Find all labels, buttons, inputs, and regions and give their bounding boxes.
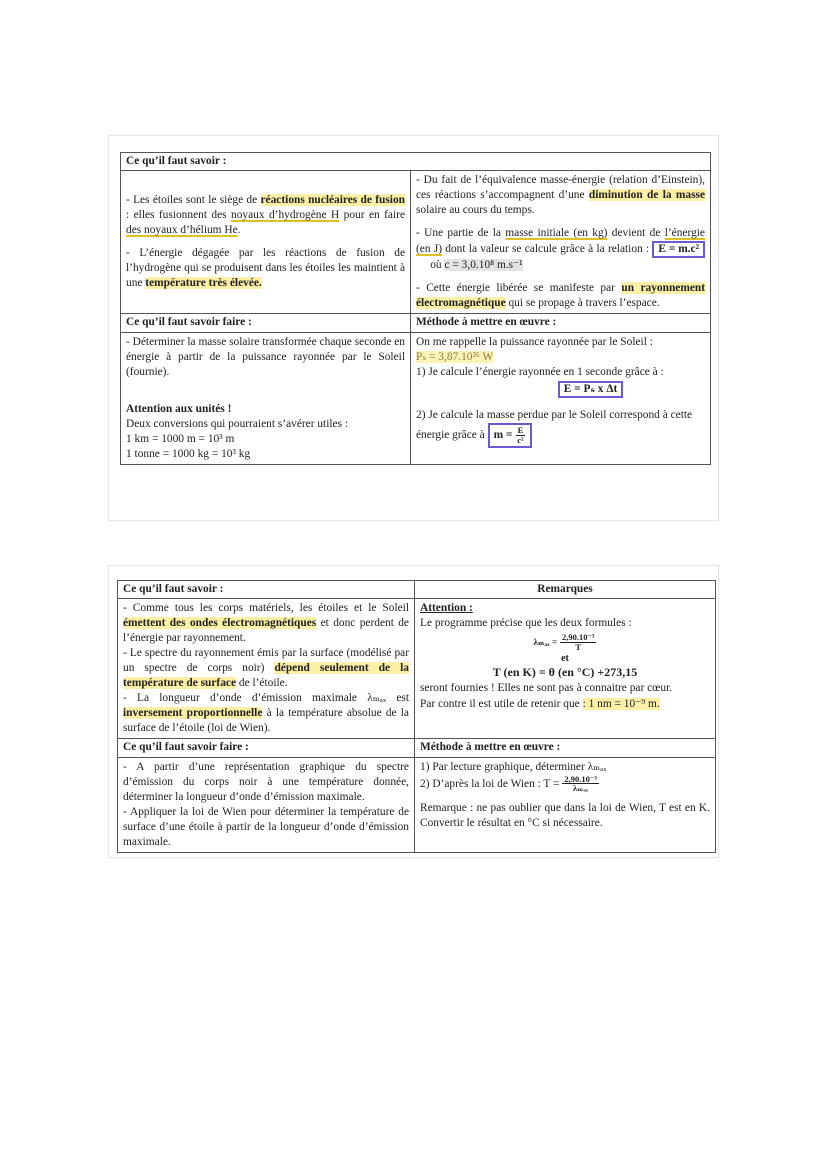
- formula-emc2: E = m.c²: [652, 241, 705, 258]
- card2-remarque: Remarque : ne pas oublier que dans la loi de Wien, T est en K. Convertir le résultat en °C si nécessaire.: [420, 802, 710, 830]
- card2-attention: Attention :: [420, 602, 473, 615]
- card2-left-p1: - Comme tous les corps matériels, les étoiles et le Soleil émettent des ondes électromagnétiques et donc perdent de l’énergie par rayonnement.: [123, 602, 409, 645]
- card1-left-p2: - L’énergie dégagée par les réactions de fusion de l’hydrogène qui se produisent dans les étoiles les maintient à une température très élevée.: [126, 247, 405, 290]
- card2-formulas-intro: Le programme précise que les deux formules :: [420, 617, 632, 630]
- highlight-fusion: réactions nucléaires de fusion: [260, 194, 405, 207]
- step1: 1) Je calcule l’énergie rayonnée en 1 seconde grâce à :: [416, 365, 664, 378]
- formula-energy: E = Pₛ x Δt: [558, 381, 624, 398]
- conv-km: 1 km = 1000 m = 10³ m: [126, 432, 235, 445]
- conv-intro: Deux conversions qui pourraient s’avérer utiles :: [126, 417, 349, 430]
- formula-mass: m = $\frac{E}{\text{c²}}$: [488, 423, 532, 448]
- card1-right2-cell: [411, 332, 711, 464]
- card2-right-cell: [415, 599, 716, 739]
- card2-header-savoir: Ce qu’il faut savoir :: [118, 581, 415, 599]
- card2-method1: 1) Par lecture graphique, déterminer λₘₐₓ: [420, 760, 607, 773]
- summary-card-1: [108, 135, 719, 521]
- card1-left-cell: [121, 171, 411, 314]
- sun-power: Pₛ = 3,87.10²⁶ W: [416, 350, 494, 363]
- card2-table: [117, 580, 716, 853]
- card1-right-cell: [411, 171, 711, 314]
- highlight-surface: dépend seulement de la température de surface: [123, 662, 409, 690]
- card1-header-savoir-faire: Ce qu’il faut savoir faire :: [121, 314, 411, 332]
- card1-left2-cell: [121, 332, 411, 464]
- card2-task1: - A partir d’une représentation graphique du spectre d’émission du corps noir à une température donnée, déterminer la longueur d’onde d’émission maximale.: [123, 760, 409, 803]
- step2: 2) Je calcule la masse perdue par le Soleil correspond à cette énergie grâce à m = $\frac{E}{\text{c²}}$: [416, 408, 705, 448]
- card2-header-savoir-faire: Ce qu’il faut savoir faire :: [118, 739, 415, 757]
- card2-task2: - Appliquer la loi de Wien pour déterminer la température de surface d’une étoile à partir de la longueur d’onde d’émission maximale.: [123, 805, 409, 848]
- card1-left-p1: - Les étoiles sont le siège de réactions nucléaires de fusion : elles fusionnent des noyaux d’hydrogène H pour en faire des noyaux d’hélium He.: [126, 194, 405, 237]
- summary-card-2: [108, 565, 719, 858]
- formula-et: et: [561, 652, 569, 664]
- highlight-diminution: diminution de la masse: [588, 189, 705, 202]
- card2-right2-cell: [415, 757, 716, 852]
- card1-header-savoir: Ce qu’il faut savoir :: [121, 153, 711, 171]
- card1-right-p3: - Cette énergie libérée se manifeste par un rayonnement électromagnétique qui se propage à travers l’espace.: [416, 282, 706, 310]
- highlight-ondes: émettent des ondes électromagnétiques: [123, 617, 317, 630]
- card2-header-remarques: Remarques: [415, 581, 716, 599]
- highlight-temperature: température très élevée.: [145, 277, 262, 290]
- card1-right-p2: - Une partie de la masse initiale (en kg) devient de l’énergie (en J) dont la valeur se calcule grâce à la relation : E = m.c² où c = 3,0.10⁸ m.s⁻¹: [416, 227, 705, 272]
- card2-left-cell: [118, 599, 415, 739]
- highlight-inverse: inversement proportionnelle: [123, 707, 263, 720]
- card2-header-methode: Méthode à mettre en œuvre :: [415, 739, 716, 757]
- highlight-rayonnement: un rayonnement électromagnétique: [416, 282, 706, 310]
- c-value: c = 3,0.10⁸ m.s⁻¹: [444, 259, 523, 272]
- card2-left-p3: - La longueur d’onde d’émission maximale λₘₐₓ est inversement proportionnelle à la température absolue de la surface de l’étoile (loi de Wien).: [123, 692, 409, 735]
- card2-method2: 2) D’après la loi de Wien : T = 2,90.10⁻³ λₘₐₓ: [420, 773, 597, 794]
- card2-fournies: seront fournies ! Elles ne sont pas à connaitre par cœur.: [420, 682, 673, 694]
- formula-temperature: T (en K) = θ (en °C) +273,15: [492, 665, 638, 680]
- card2-retenir: Par contre il est utile de retenir que : 1 nm = 10⁻⁹ m.: [420, 698, 660, 711]
- card2-left2-cell: [118, 757, 415, 852]
- power-intro: On me rappelle la puissance rayonnée par le Soleil :: [416, 335, 653, 348]
- card1-task: - Déterminer la masse solaire transformée chaque seconde en énergie à partir de la puissance rayonnée par le Soleil (fournie).: [126, 335, 405, 378]
- card2-left-p2: - Le spectre du rayonnement émis par la surface (modélisé par un spectre de corps noir) dépend seulement de la température de surface de l’étoile.: [123, 647, 409, 690]
- card1-table: [120, 152, 711, 465]
- card1-header-methode: Méthode à mettre en œuvre :: [411, 314, 711, 332]
- conv-tonne: 1 tonne = 1000 kg = 10³ kg: [126, 447, 251, 460]
- card1-right-p1: - Du fait de l’équivalence masse-énergie (relation d’Einstein), ces réactions s’accompagnent d’une diminution de la masse solaire au cours du temps.: [416, 174, 706, 217]
- units-attention: Attention aux unités !: [126, 402, 232, 415]
- formula-wien: λₘₐₓ = $\frac{\text{2,90.10⁻³}}{T}$: [533, 632, 595, 653]
- highlight-nm: : 1 nm = 10⁻⁹ m.: [582, 698, 660, 711]
